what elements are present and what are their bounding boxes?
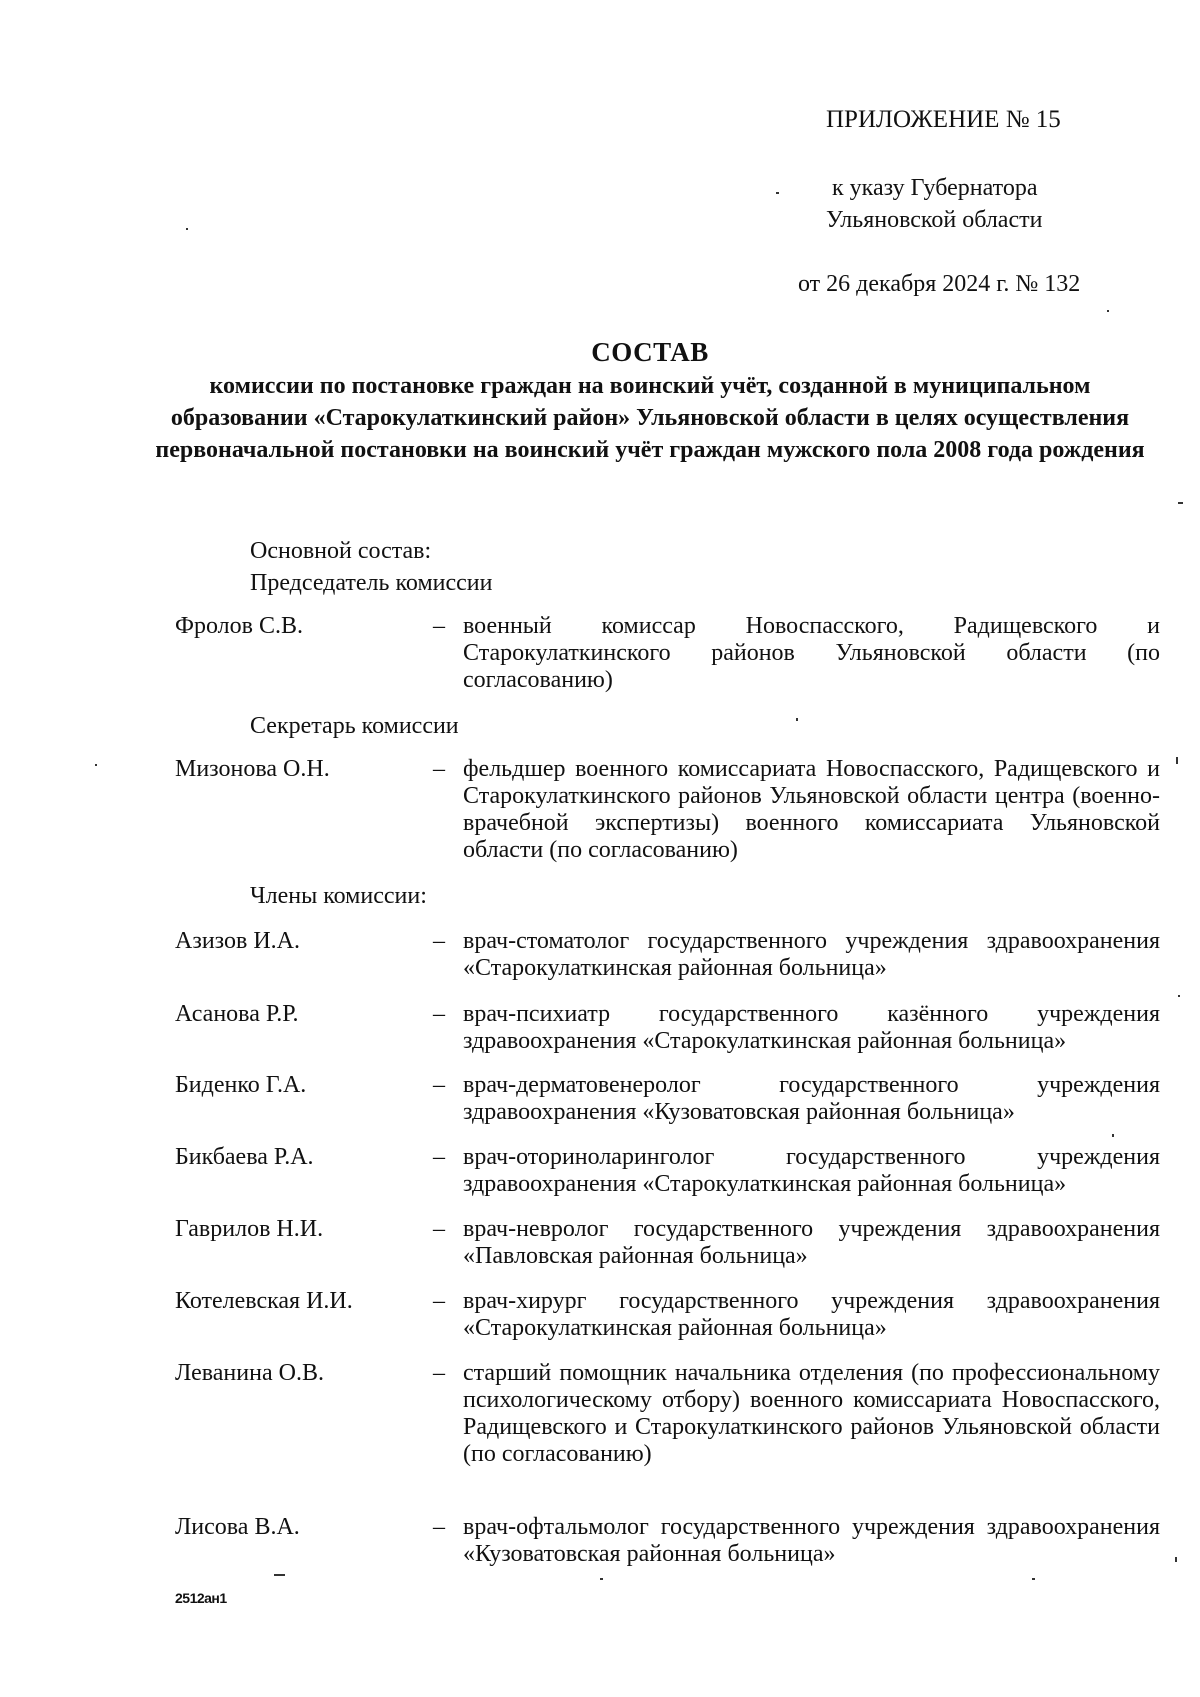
appendix-label: ПРИЛОЖЕНИЕ № 15 <box>826 106 1061 133</box>
person-position: врач-оториноларинголог государственного учреждения здравоохранения «Старокулаткинская районная больница» <box>463 1144 1160 1197</box>
person-position: фельдшер военного комиссариата Новоспасского, Радищевского и Старокулаткинского районов Ульяновской области центра (военно-врачебной экспертизы) военного комиссариата Ульяновской области (по согласованию) <box>463 756 1160 863</box>
chairman-label: Председатель комиссии <box>250 570 493 596</box>
scan-speck <box>776 192 779 194</box>
scan-speck <box>1178 502 1183 504</box>
person-name: Леванина О.В. <box>175 1360 324 1386</box>
scan-speck <box>95 764 97 766</box>
separator-dash: – <box>433 1072 445 1098</box>
person-position: врач-стоматолог государственного учреждения здравоохранения «Старокулаткинская районная больница» <box>463 928 1160 981</box>
scan-speck <box>1107 310 1109 312</box>
document-code: 2512ан1 <box>175 1590 227 1606</box>
person-position: врач-хирург государственного учреждения здравоохранения «Старокулаткинская районная больница» <box>463 1288 1160 1341</box>
separator-dash: – <box>433 928 445 954</box>
document-title: СОСТАВ <box>591 337 709 367</box>
document-subtitle: комиссии по постановке граждан на воинский учёт, созданной в муниципальном образовании «Старокулаткинский район» Ульяновской области в целях осуществления первоначальной постановки на воинский учёт граждан мужского пола 2008 года рождения <box>155 373 1145 463</box>
person-name: Асанова Р.Р. <box>175 1001 299 1027</box>
members-label: Члены комиссии: <box>250 883 427 909</box>
person-position: военный комиссар Новоспасского, Радищевского и Старокулаткинского районов Ульяновской области (по согласованию) <box>463 613 1160 693</box>
person-name: Лисова В.А. <box>175 1514 300 1540</box>
person-position: врач-психиатр государственного казённого учреждения здравоохранения «Старокулаткинская районная больница» <box>463 1001 1160 1054</box>
secretary-label: Секретарь комиссии <box>250 713 459 739</box>
person-position: врач-дерматовенеролог государственного учреждения здравоохранения «Кузоватовская районная больница» <box>463 1072 1160 1125</box>
separator-dash: – <box>433 1288 445 1314</box>
person-position: старший помощник начальника отделения (по профессиональному психологическому отбору) военного комиссариата Новоспасского, Радищевского и Старокулаткинского районов Ульяновской области (по согласованию) <box>463 1360 1160 1467</box>
separator-dash: – <box>433 1360 445 1386</box>
person-name: Биденко Г.А. <box>175 1072 307 1098</box>
scan-speck <box>796 718 798 721</box>
separator-dash: – <box>433 1144 445 1170</box>
scan-speck <box>1175 1557 1177 1562</box>
separator-dash: – <box>433 1001 445 1027</box>
scan-speck <box>600 1578 603 1580</box>
person-name: Фролов С.В. <box>175 613 303 639</box>
person-position: врач-невролог государственного учреждения здравоохранения «Павловская районная больница» <box>463 1216 1160 1269</box>
scan-speck <box>186 228 188 230</box>
main-composition-label: Основной состав: <box>250 538 432 564</box>
person-name: Мизонова О.Н. <box>175 756 330 782</box>
scan-speck <box>1178 995 1180 997</box>
person-name: Котелевская И.И. <box>175 1288 353 1314</box>
decree-reference: к указу Губернатора <box>832 175 1038 201</box>
person-position: врач-офтальмолог государственного учреждения здравоохранения «Кузоватовская районная больница» <box>463 1514 1160 1567</box>
region-name: Ульяновской области <box>826 207 1043 233</box>
person-name: Гаврилов Н.И. <box>175 1216 324 1242</box>
scan-speck <box>274 1574 285 1576</box>
separator-dash: – <box>433 1216 445 1242</box>
person-name: Бикбаева Р.А. <box>175 1144 314 1170</box>
scan-speck <box>1032 1578 1035 1580</box>
scan-speck <box>1112 1134 1114 1137</box>
separator-dash: – <box>433 613 445 639</box>
separator-dash: – <box>433 756 445 782</box>
scan-speck <box>1176 757 1178 764</box>
decree-date-number: от 26 декабря 2024 г. № 132 <box>798 271 1081 297</box>
person-name: Азизов И.А. <box>175 928 300 954</box>
separator-dash: – <box>433 1514 445 1540</box>
